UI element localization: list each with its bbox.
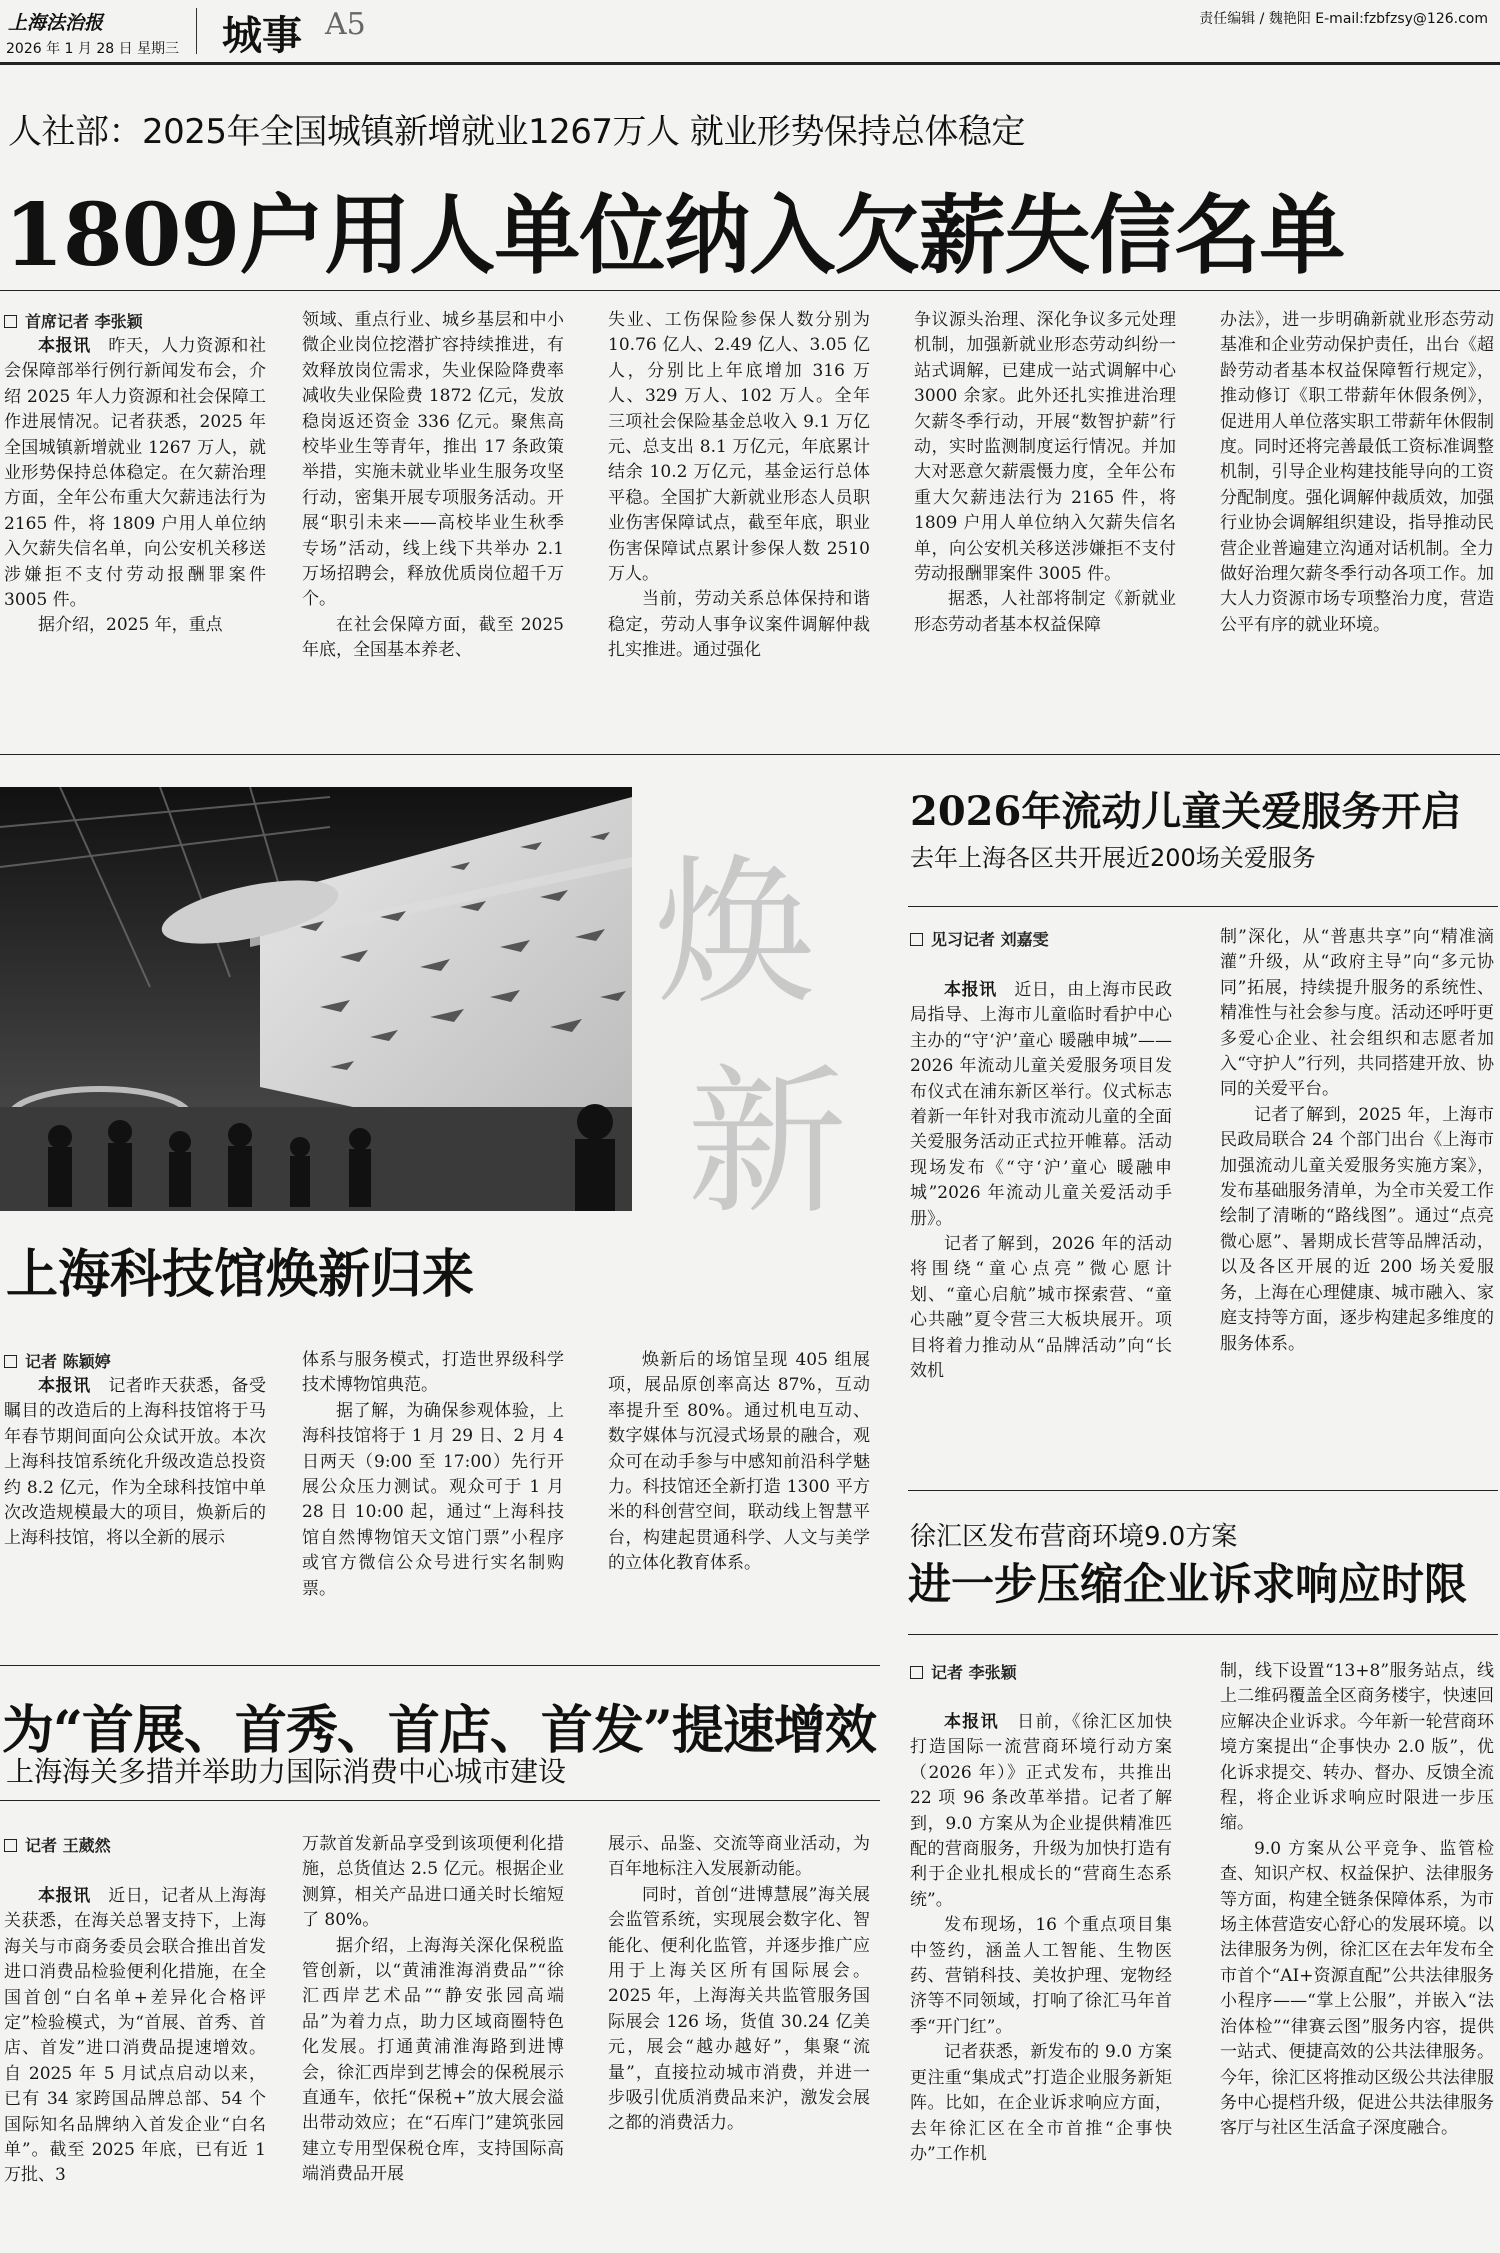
story4-col2: 万款首发新品享受到该项便利化措施，总货值达 2.5 亿元。根据企业测算，相关产品进口通关时长缩短了 80%。 据介绍，上海海关深化保税监管创新，以“黄浦淮海消费品”“徐汇西岸艺术品”“静安张园高端品”为着力点，助力区域商圈特色化发展。打通黄浦淮海路到进博会，徐汇西岸到艺博会的保税展示直通车，依托“保税+”放大展会溢出带动效应；在“石库门”建筑张园建立专用型保税仓库，支持国际高端消费品开展 (302, 1834, 564, 2185)
museum-photo (0, 787, 632, 1211)
story4-col1: 本报讯 近日，记者从上海海关获悉，在海关总署支持下，上海海关与市商务委员会联合推出首发进口消费品检验便利化措施，在全国首创“白名单+差异化合格评定”检验模式，为“首展、首秀、首店、首发”进口消费品提速增效。自 2025 年 5 月试点启动以来，已有 34 家跨国品牌总部、54 个国际知名品牌纳入首发企业“白名单”。截至 2025 年底，已有近 1 万批、3 (4, 1886, 266, 2186)
header-rule (0, 62, 1500, 65)
byline-box-icon (4, 1839, 17, 1852)
issue-date: 2026 年 1 月 28 日 星期三 (6, 41, 180, 57)
story4-col3: 展示、品鉴、交流等商业活动，为百年地标注入发展新动能。 同时，首创“进博慧展”海关展会监管系统，实现展会数字化、智能化、便利化监管，并逐步推广应用于上海关区所有国际展会。2025 年，上海海关共监管服务国际展会 126 场，货值 30.24 亿美元，展会“越办越好”，集聚“流量”，直接拉动城市消费，并进一步吸引优质消费品来沪，激发会展之都的消费活力。 (608, 1834, 870, 2134)
story3-headline: 2026年流动儿童关爱服务开启 (910, 788, 1462, 835)
story1-rule (0, 290, 1500, 291)
story1-kicker: 人社部：2025年全国城镇新增就业1267万人 就业形势保持总体稳定 (8, 112, 1025, 152)
story1-col3: 失业、工伤保险参保人数分别为 10.76 亿人、2.49 亿人、3.05 亿人，分别比上年底增加 316 万人、329 万人、102 万人。全年三项社会保险基金总收入 9.1 万亿元、总支出 8.1 万亿元，年底累计结余 10.2 万亿元，基金运行总体平稳。全国扩大新就业形态人员职业伤害保障试点，截至年底，职业伤害保障试点累计参保人数 2510 万人。 当前，劳动关系总体保持和谐稳定，劳动人事争议案件调解仲裁扎实推进。通过强化 (608, 310, 870, 661)
story5-byline: 记者 李张颖 (910, 1660, 1017, 1683)
editor-info: 责任编辑 / 魏艳阳 E-mail:fzbfzsy@126.com (1199, 11, 1488, 27)
story3-byline: 见习记者 刘嘉雯 (910, 927, 1049, 950)
story4-byline: 记者 王葳然 (4, 1833, 111, 1856)
story1-col2: 领域、重点行业、城乡基层和中小微企业岗位挖潜扩容持续推进，有效释放岗位需求，失业保险降费率减收失业保险费 1872 亿元，发放稳岗返还资金 336 亿元。聚焦高校毕业生等青年，推出 17 条政策举措，实施未就业毕业生服务攻坚行动，密集开展专项服务活动。开展“职引未来——高校毕业生秋季专场”活动，线上线下共举办 2.1 万场招聘会，释放优质岗位超千万个。 在社会保障方面，截至 2025 年底，全国基本养老、 (302, 310, 564, 661)
story3-bottom-rule (908, 1490, 1498, 1491)
story1-byline: 首席记者 李张颖 (4, 309, 143, 332)
story3-rule (908, 906, 1498, 907)
story4-subhead: 上海海关多措并举助力国际消费中心城市建设 (6, 1755, 567, 1788)
header-divider (196, 8, 197, 54)
story3-col1: 本报讯 近日，由上海市民政局指导、上海市儿童临时看护中心主办的“守‘沪’童心 暖融申城”——2026 年流动儿童关爱服务项目发布仪式在浦东新区举行。仪式标志着新一年针对我市流动儿童的全面关爱服务活动正式拉开帷幕。活动现场发布《“守‘沪’童心 暖融申城”2026 年流动儿童关爱活动手册》。 记者了解到，2026 年的活动将围绕“童心点亮”微心愿计划、“童心启航”城市探索营、“童心共融”夏令营三大板块展开。项目将着力推动从“品牌活动”向“长效机 (910, 980, 1172, 1382)
story1-col4: 争议源头治理、深化争议多元处理机制，加强新就业形态劳动纠纷一站式调解，已建成一站式调解中心 3000 余家。此外还扎实推进治理欠薪冬季行动，开展“数智护薪”行动，实时监测制度运行情况。并加大对恶意欠薪震慑力度，全年公布重大欠薪违法行为 2165 件，将 1809 户用人单位纳入欠薪失信名单，向公安机关移送涉嫌拒不支付劳动报酬罪案件 3005 件。 据悉，人社部将制定《新就业形态劳动者基本权益保障 (914, 310, 1176, 635)
story4-top-rule (0, 1665, 880, 1666)
page-number: A5 (325, 7, 366, 42)
story3-subhead: 去年上海各区共开展近200场关爱服务 (910, 844, 1316, 872)
story2-headline: 上海科技馆焕新归来 (6, 1244, 475, 1305)
photo-art-caption: 焕 新 (655, 839, 848, 1236)
story1-col1: 本报讯 昨天，人力资源和社会保障部举行例行新闻发布会，介绍 2025 年人力资源和社会保障工作进展情况。记者获悉，2025 年全国城镇新增就业 1267 万人，就业形势保持总体稳定。在欠薪治理方面，全年公布重大欠薪违法行为 2165 件，将 1809 户用人单位纳入欠薪失信名单，向公安机关移送涉嫌拒不支付劳动报酬罪案件 3005 件。 据介绍，2025 年，重点 (4, 336, 266, 636)
story5-kicker: 徐汇区发布营商环境9.0方案 (910, 1522, 1238, 1552)
section-name: 城事 (222, 12, 302, 59)
museum-photo-illustration (0, 787, 632, 1211)
paper-logo: 上海法治报 (8, 12, 104, 34)
story1-headline: 1809户用人单位纳入欠薪失信名单 (4, 185, 1345, 286)
story1-col5: 办法》，进一步明确新就业形态劳动基准和企业劳动保护责任，出台《超龄劳动者基本权益保障暂行规定》，推动修订《职工带薪年休假条例》，促进用人单位落实职工带薪年休假制度。同时还将完善最低工资标准调整机制，引导企业构建技能导向的工资分配制度。强化调解仲裁质效，加强行业协会调解组织建设，指导推动民营企业普遍建立沟通对话机制。全力做好治理欠薪冬季行动各项工作。加大人力资源市场专项整治力度，营造公平有序的就业环境。 (1220, 310, 1494, 635)
masthead (0, 0, 1500, 62)
byline-box-icon (910, 1666, 923, 1679)
story5-col2: 制，线下设置“13+8”服务站点，线上二维码覆盖全区商务楼宇，快速回应解决企业诉求。今年新一轮营商环境方案提出“企事快办 2.0 版”，优化诉求提交、转办、督办、反馈全流程，将企业诉求响应时限进一步压缩。 9.0 方案从公平竞争、监管检查、知识产权、权益保护、法律服务等方面，构建全链条保障体系，为市场主体营造安心舒心的发展环境。以法律服务为例，徐汇区在去年发布全市首个“AI+资源直配”公共法律服务小程序——“掌上公服”，并嵌入“法治体检”“律赛云图”服务内容，提供一站式、便捷高效的公共法律服务。今年，徐汇区将推动区级公共法律服务中心提档升级，促进公共法律服务客厅与社区生活盒子深度融合。 (1220, 1661, 1494, 2139)
story2-col2: 体系与服务模式，打造世界级科学技术博物馆典范。 据了解，为确保参观体验，上海科技馆将于 1 月 29 日、2 月 4 日两天（9:00 至 17:00）先行开展公众压力测试。观众可于 1 月 28 日 10:00 起，通过“上海科技馆自然博物馆天文馆门票”小程序或官方微信公众号进行实名制购票。 (302, 1350, 564, 1599)
story5-rule (908, 1634, 1498, 1635)
story1-bottom-rule (0, 754, 1500, 755)
story2-col3: 焕新后的场馆呈现 405 组展项，展品原创率高达 87%，互动率提升至 80%。通过机电互动、数字媒体与沉浸式场景的融合，观众可在动手参与中感知前沿科学魅力。科技馆还全新打造 1300 平方米的科创营空间，联动线上智慧平台，构建起贯通科学、人文与美学的立体化教育体系。 (608, 1350, 870, 1574)
story4-headline: 为“首展、首秀、首店、首发”提速增效 (2, 1700, 876, 1761)
story2-byline: 记者 陈颖婷 (4, 1349, 111, 1372)
story5-headline: 进一步压缩企业诉求响应时限 (908, 1560, 1467, 1610)
story4-rule (0, 1800, 880, 1801)
byline-box-icon (910, 933, 923, 946)
byline-box-icon (4, 315, 17, 328)
story3-col2: 制”深化，从“普惠共享”向“精准滴灌”升级，从“政府主导”向“多元协同”拓展，持续提升服务的系统性、精准性与社会参与度。活动还呼吁更多爱心企业、社会组织和志愿者加入“守护人”行列，共同搭建开放、协同的关爱平台。 记者了解到，2025 年，上海市民政局联合 24 个部门出台《上海市加强流动儿童关爱服务实施方案》，发布基础服务清单，为全市关爱工作绘制了清晰的“路线图”。通过“点亮微心愿”、暑期成长营等品牌活动，以及各区开展的近 200 场关爱服务，上海在心理健康、城市融入、家庭支持等方面，逐步构建起多维度的服务体系。 (1220, 927, 1494, 1354)
story5-col1: 本报讯 日前，《徐汇区加快打造国际一流营商环境行动方案（2026 年）》正式发布，共推出 22 项 96 条改革举措。记者了解到，9.0 方案从为企业提供精准匹配的营商服务，升级为加快打造有利于企业扎根成长的“营商生态系统”。 发布现场，16 个重点项目集中签约，涵盖人工智能、生物医药、营销科技、美妆护理、宠物经济等不同领域，打响了徐汇马年首季“开门红”。 记者获悉，新发布的 9.0 方案更注重“集成式”打造企业服务新矩阵。比如，在企业诉求响应方面，去年徐汇区在全市首推“企事快办”工作机 (910, 1712, 1172, 2164)
story2-col1: 本报讯 记者昨天获悉，备受瞩目的改造后的上海科技馆将于马年春节期间面向公众试开放。本次上海科技馆系统化升级改造总投资约 8.2 亿元，作为全球科技馆中单次改造规模最大的项目，焕新后的上海科技馆，将以全新的展示 (4, 1376, 266, 1549)
byline-box-icon (4, 1355, 17, 1368)
